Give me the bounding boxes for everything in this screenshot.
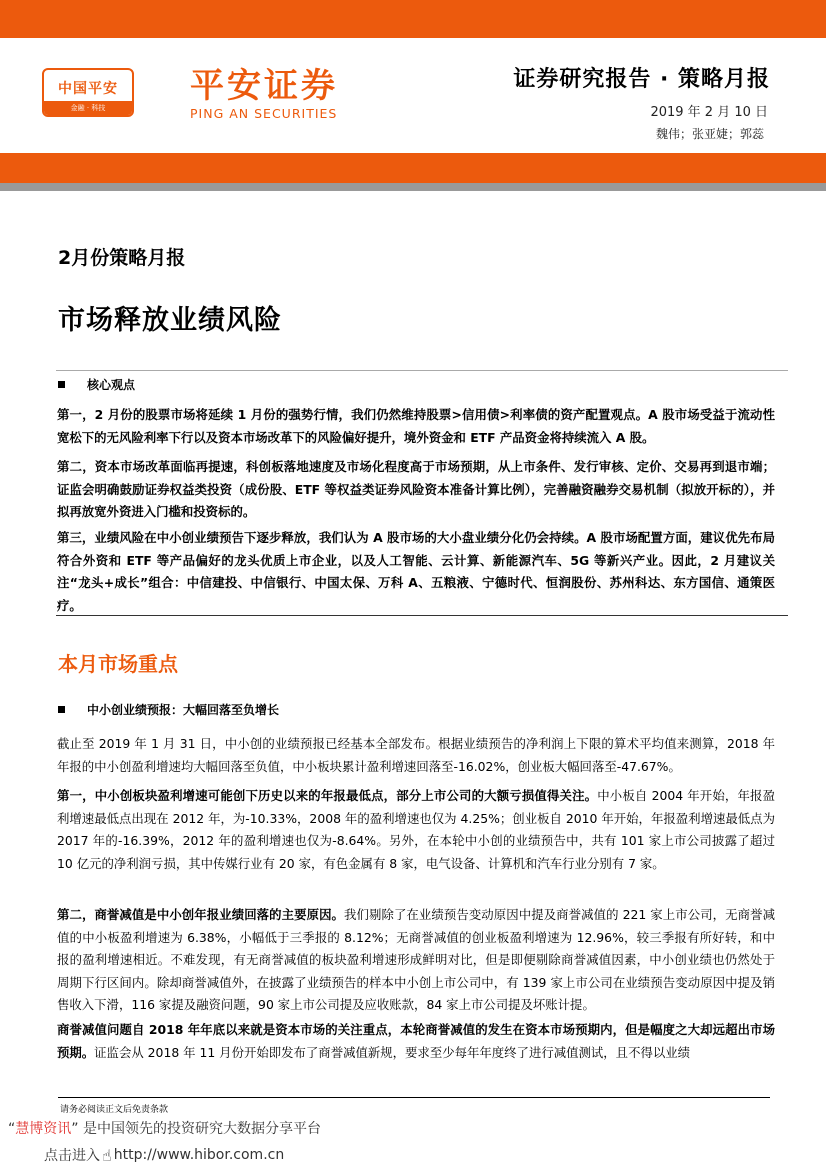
market-focus-subheading [58,701,279,718]
core-views-divider [56,370,788,371]
report-date: 2019 年 2 月 10 日 [650,105,768,120]
pingan-securities-logo [190,68,338,121]
market-focus-point-1 [57,785,775,875]
core-views-end-divider [56,615,788,616]
pointing-hand-icon: ☝ [102,1145,112,1165]
point-1-body: 中小板自 2004 年开始，年报盈利增速最低点出现在 2012 年，为-10.33%，2008 年的盈利增速也仅为 4.25%；创业板自 2010 年开始，年报盈利增速最低点为 2017 年的-16.39%，2012 年的盈利增速也仅为-8.64%。另外，在本轮中小创的业绩预告中，共有 101 家上市公司披露了超过 10 亿元的净利润亏损，其中传媒行业有 20 家，有色金属有 8 家，电气设备、计算机和汽车行业分别有 7 家。 [57,788,775,871]
point-3-lead: 商誉减值问题自 2018 年年底以来就是资本市场的关注重点，本轮商誉减值的发生在资本市场预期内，但是幅度之大却远超出市场预期。 [57,1022,775,1060]
core-view-paragraph-2: 第二，资本市场改革面临再提速，科创板落地速度及市场化程度高于市场预期，从上市条件、发行审核、定价、交易再到退市端；证监会明确鼓励证券权益类投资（成份股、ETF 等权益类证券风险资本准备计算比例），完善融资融券交易机制（拟放开标的），并拟再放宽外资进入门槛和投资标的。 [57,459,775,519]
point-2-lead: 第二，商誉减值是中小创年报业绩回落的主要原因。 [57,907,345,922]
market-focus-point-2 [57,904,775,1017]
report-type-title: 证券研究报告 · 策略月报 [513,67,770,92]
report-main-title: 市场释放业绩风险 [58,305,282,336]
header-grey-divider [0,183,826,191]
hibor-link-prefix: 点击进入 [44,1148,100,1164]
footer-divider [58,1097,770,1098]
report-authors: 魏伟；张亚婕；郭蕊 [655,127,764,141]
core-view-paragraph-3: 第三，业绩风险在中小创业绩预告下逐步释放，我们认为 A 股市场的大小盘业绩分化仍会持续。A 股市场配置方面，建议优先布局符合外资和 ETF 等产品偏好的龙头优质上市企业，以及人工智能、云计算、新能源汽车、5G 等新兴产业。因此，2 月建议关注“龙头+成长”组合：中信建投、中信银行、中国太保、万科 A、五粮液、宁德时代、恒润股份、苏州科达、东方国信、通策医疗。 [57,530,775,613]
point-1-lead: 第一，中小创板块盈利增速可能创下历史以来的年报最低点，部分上市公司的大额亏损值得关注。 [57,788,598,803]
pingan-group-logo-tagline: 金融 · 科技 [44,101,132,115]
market-focus-section-title: 本月市场重点 [58,652,178,676]
square-bullet-icon [58,381,65,388]
hibor-link-row[interactable] [44,1145,284,1165]
brand-name-en: PING AN SECURITIES [190,106,338,121]
core-view-paragraph-1: 第一，2 月份的股票市场将延续 1 月份的强势行情，我们仍然维持股票>信用债>利率债的资产配置观点。A 股市场受益于流动性宽松下的无风险利率下行以及资本市场改革下的风险偏好提升，境外资金和 ETF 产品资金将持续流入 A 股。 [57,407,775,445]
hibor-quote-close: ” [71,1121,79,1137]
hibor-link-url[interactable]: http://www.hibor.com.cn [113,1147,285,1163]
footer-disclaimer: 请务必阅读正文后免责条款 [60,1105,169,1115]
point-3-body: 证监会从 2018 年 11 月份开始即发布了商誉减值新规，要求至少每年年度终了进行减值测试，且不得以业绩 [94,1044,691,1060]
market-focus-subheading-text: 中小创业绩预报：大幅回落至负增长 [87,703,280,717]
hibor-quote-open: “ [8,1121,16,1137]
brand-name-cn: 平安证券 [190,66,338,106]
hibor-brand: 慧博资讯 [15,1121,72,1137]
header-bottom-band [0,153,826,183]
hibor-tagline: 是中国领先的投资研究大数据分享平台 [78,1121,321,1137]
core-views-heading-text: 核心观点 [87,378,136,392]
pingan-group-logo-text: 中国平安 [58,81,118,97]
pingan-group-logo [42,68,134,117]
point-2-body: 我们剔除了在业绩预告变动原因中提及商誉减值的 221 家上市公司，无商誉减值的中小板盈利增速为 6.38%，小幅低于三季报的 8.12%；无商誉减值的创业板盈利增速为 12.96%，较三季报有所好转，和中报的盈利增速相近。不难发现，有无商誉减值的板块盈利增速形成鲜明对比，但是即便剔除商誉减值因素，中小创业绩也仍然处于周期下行区间内。除却商誉减值外，在披露了业绩预告的样本中小创上市公司中，有 139 家上市公司在业绩预告变动原因中提及销售收入下滑，116 家提及融资问题，90 家上市公司提及应收账款，84 家上市公司提及坏账计提。 [57,907,775,1012]
hibor-banner [8,1118,321,1138]
core-views-heading [58,376,135,393]
market-focus-intro: 截止至 2019 年 1 月 31 日，中小创的业绩预报已经基本全部发布。根据业绩预告的净利润上下限的算术平均值来测算，2018 年年报的中小创盈利增速均大幅回落至负值，中小板块累计盈利增速回落至-16.02%，创业板大幅回落至-47.67%。 [57,736,775,774]
header-top-band [0,0,826,38]
report-subtitle: 2月份策略月报 [58,247,186,269]
market-focus-point-3 [57,1019,775,1064]
square-bullet-icon [58,706,65,713]
